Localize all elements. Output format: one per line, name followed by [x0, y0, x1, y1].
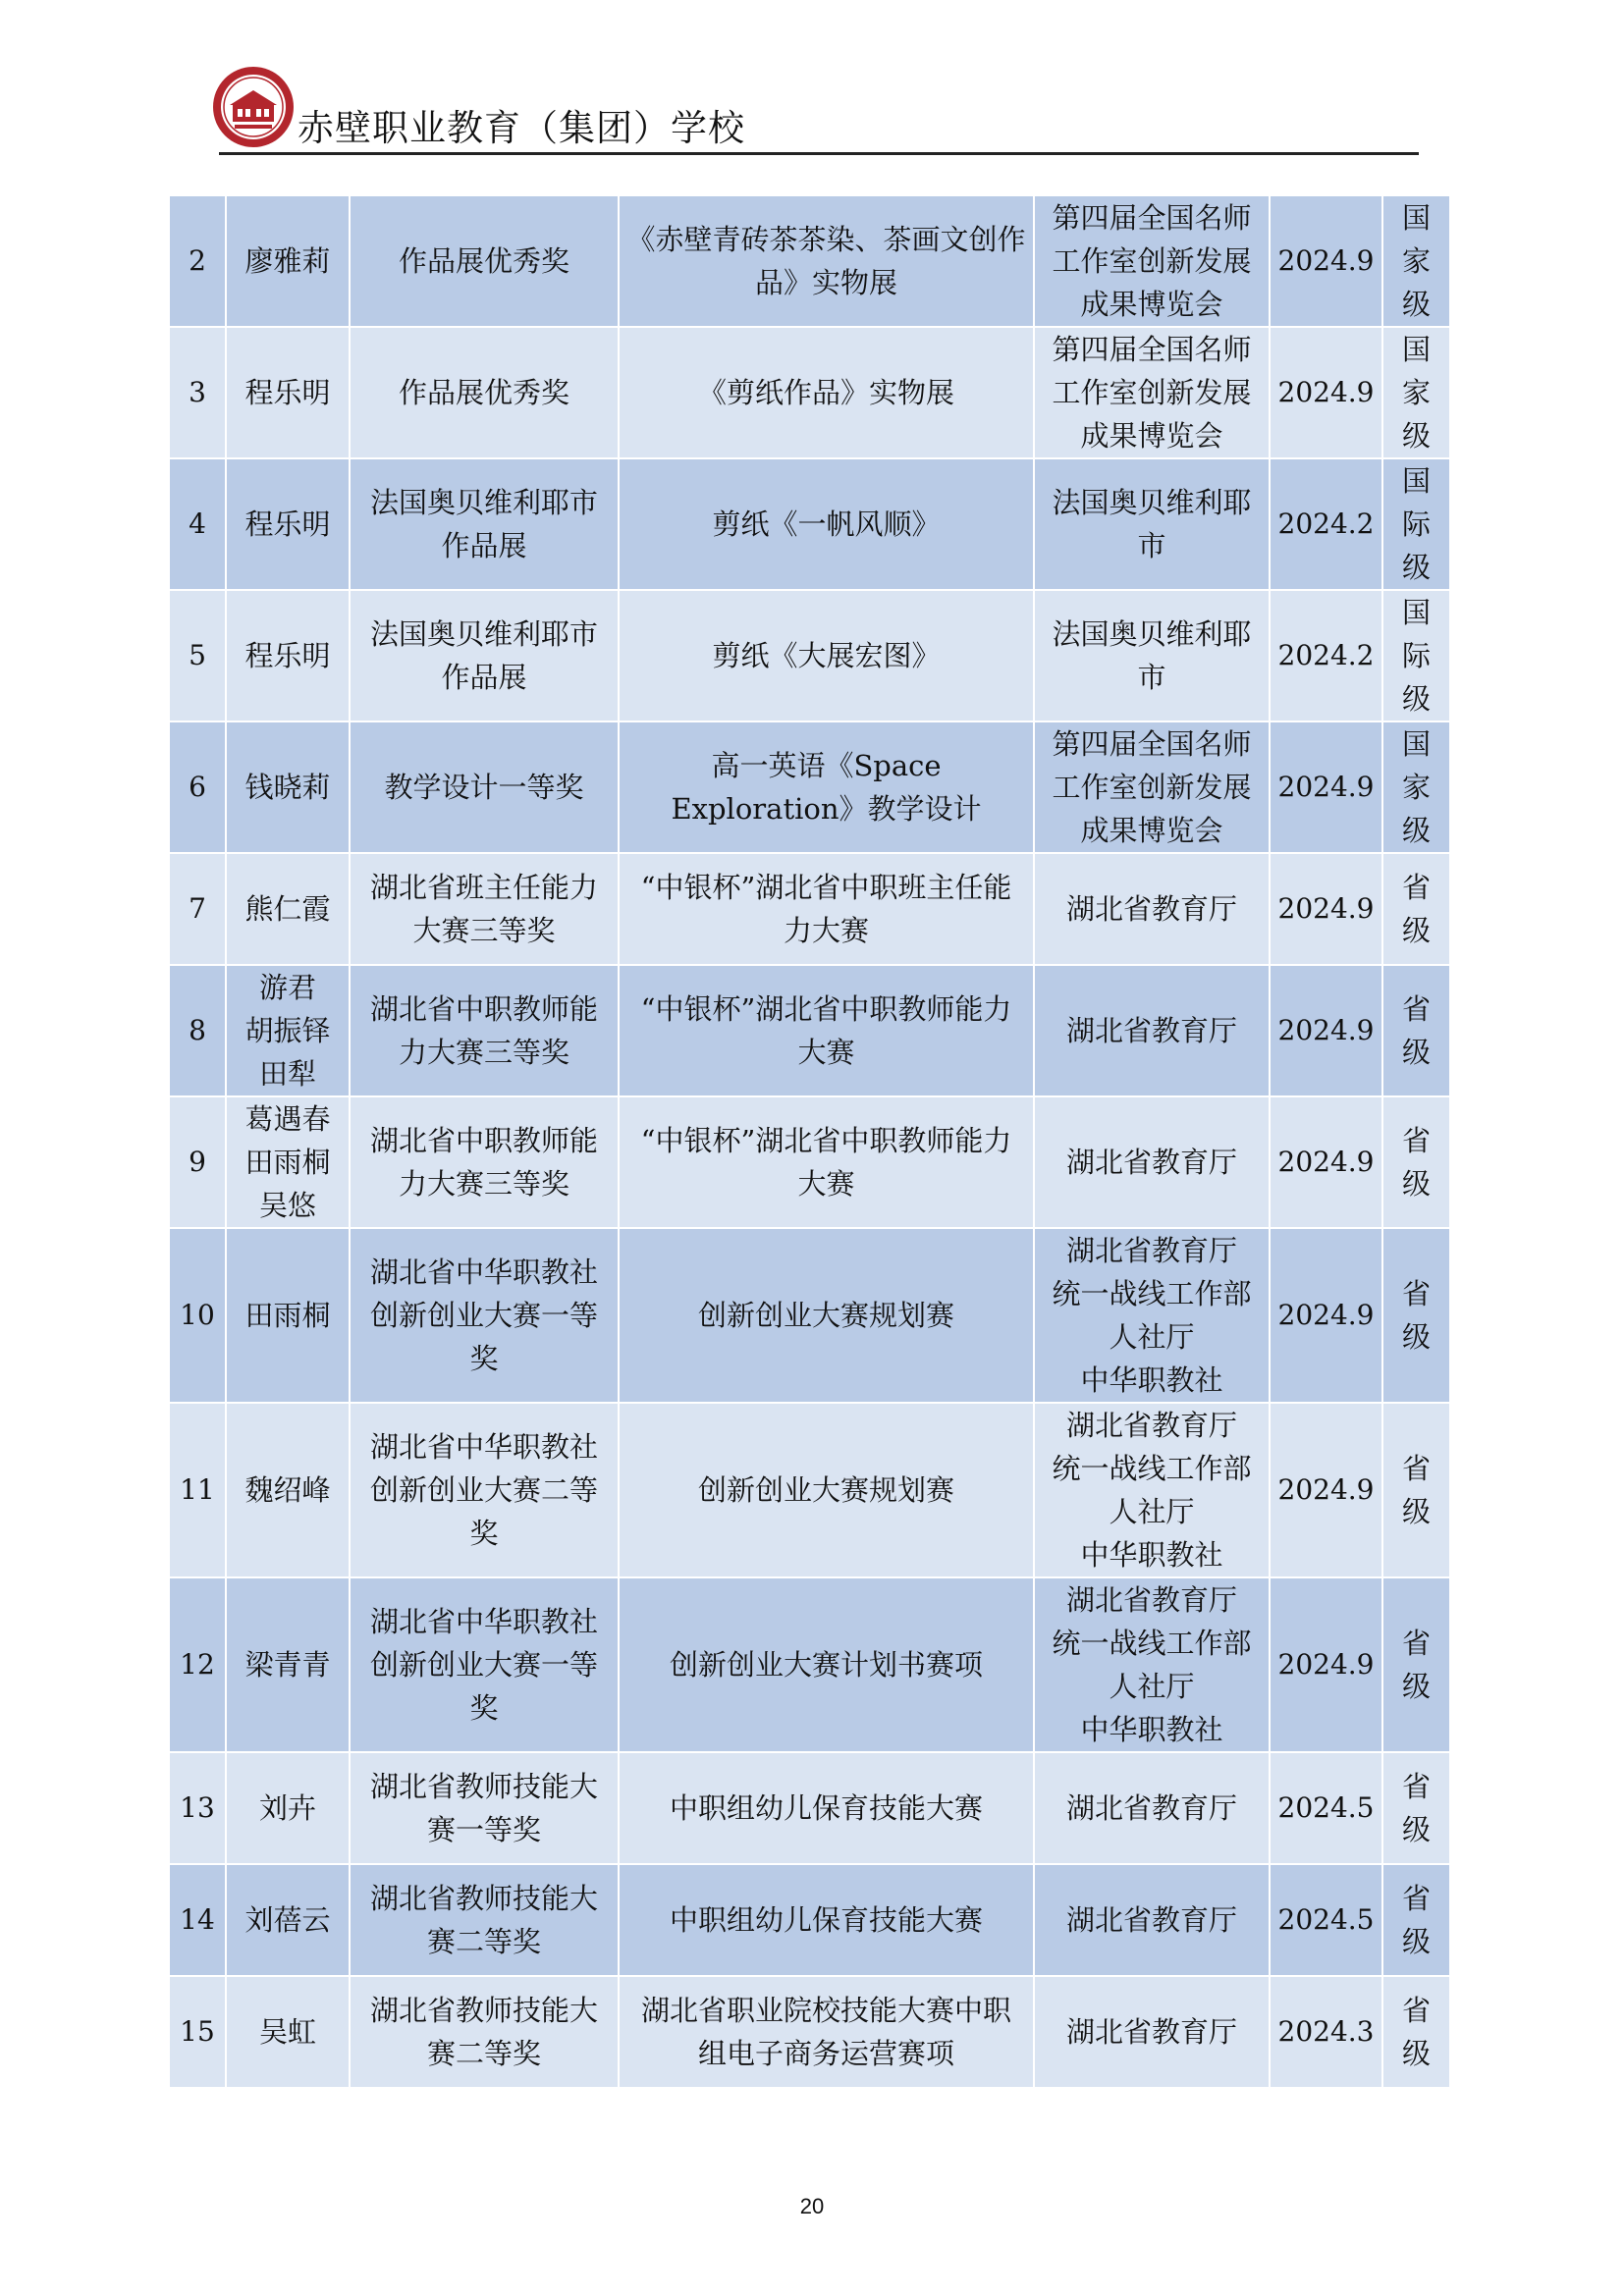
row-number-cell: 8 [169, 965, 226, 1096]
page-header [211, 61, 1419, 155]
award-name-cell: 作品展优秀奖 [350, 195, 619, 327]
awards-table-body [169, 195, 1450, 2088]
winner-name-cell: 魏绍峰 [226, 1403, 350, 1577]
table-row [169, 1864, 1450, 1976]
organizer-cell: 湖北省教育厅 [1034, 1096, 1270, 1228]
organizer-cell: 湖北省教育厅 [1034, 1752, 1270, 1864]
award-level-cell: 国家 级 [1382, 195, 1450, 327]
award-name-cell: 湖北省教师技能大 赛一等奖 [350, 1752, 619, 1864]
row-number-cell: 6 [169, 721, 226, 853]
award-name-cell: 教学设计一等奖 [350, 721, 619, 853]
winner-name-cell: 程乐明 [226, 590, 350, 721]
project-name-cell: 湖北省职业院校技能大赛中职 组电子商务运营赛项 [619, 1976, 1034, 2088]
table-row [169, 1403, 1450, 1577]
award-name-cell: 湖北省中职教师能 力大赛三等奖 [350, 1096, 619, 1228]
row-number-cell: 4 [169, 458, 226, 590]
page-number: 20 [799, 2194, 825, 2218]
project-name-cell: “中银杯”湖北省中职班主任能 力大赛 [619, 853, 1034, 965]
row-number-cell: 15 [169, 1976, 226, 2088]
award-date-cell: 2024.2 [1270, 590, 1382, 721]
table-row [169, 1752, 1450, 1864]
school-name: 赤壁职业教育（集团）学校 [298, 107, 745, 149]
table-row [169, 721, 1450, 853]
award-level-cell: 国际 级 [1382, 458, 1450, 590]
row-number-cell: 10 [169, 1228, 226, 1403]
award-date-cell: 2024.3 [1270, 1976, 1382, 2088]
winner-name-cell: 钱晓莉 [226, 721, 350, 853]
award-date-cell: 2024.9 [1270, 853, 1382, 965]
organizer-cell: 湖北省教育厅 统一战线工作部 人社厅 中华职教社 [1034, 1577, 1270, 1752]
organizer-cell: 湖北省教育厅 [1034, 1976, 1270, 2088]
row-number-cell: 13 [169, 1752, 226, 1864]
table-row [169, 458, 1450, 590]
table-row [169, 1096, 1450, 1228]
award-level-cell: 国家 级 [1382, 721, 1450, 853]
winner-name-cell: 程乐明 [226, 458, 350, 590]
award-level-cell: 省级 [1382, 1228, 1450, 1403]
award-name-cell: 作品展优秀奖 [350, 327, 619, 458]
project-name-cell: 创新创业大赛规划赛 [619, 1403, 1034, 1577]
winner-name-cell: 熊仁霞 [226, 853, 350, 965]
project-name-cell: 剪纸《大展宏图》 [619, 590, 1034, 721]
award-level-cell: 省级 [1382, 1752, 1450, 1864]
project-name-cell: “中银杯”湖北省中职教师能力 大赛 [619, 1096, 1034, 1228]
award-name-cell: 湖北省班主任能力 大赛三等奖 [350, 853, 619, 965]
award-date-cell: 2024.9 [1270, 1228, 1382, 1403]
row-number-cell: 7 [169, 853, 226, 965]
award-name-cell: 法国奥贝维利耶市 作品展 [350, 458, 619, 590]
organizer-cell: 法国奥贝维利耶 市 [1034, 458, 1270, 590]
project-name-cell: 《剪纸作品》实物展 [619, 327, 1034, 458]
award-level-cell: 国际 级 [1382, 590, 1450, 721]
award-name-cell: 法国奥贝维利耶市 作品展 [350, 590, 619, 721]
organizer-cell: 第四届全国名师 工作室创新发展 成果博览会 [1034, 327, 1270, 458]
organizer-cell: 第四届全国名师 工作室创新发展 成果博览会 [1034, 195, 1270, 327]
organizer-cell: 湖北省教育厅 统一战线工作部 人社厅 中华职教社 [1034, 1403, 1270, 1577]
organizer-cell: 湖北省教育厅 [1034, 1864, 1270, 1976]
row-number-cell: 14 [169, 1864, 226, 1976]
row-number-cell: 2 [169, 195, 226, 327]
project-name-cell: 剪纸《一帆风顺》 [619, 458, 1034, 590]
award-name-cell: 湖北省中职教师能 力大赛三等奖 [350, 965, 619, 1096]
award-level-cell: 省级 [1382, 1976, 1450, 2088]
award-name-cell: 湖北省中华职教社 创新创业大赛一等 奖 [350, 1228, 619, 1403]
award-level-cell: 省级 [1382, 1577, 1450, 1752]
winner-name-cell: 田雨桐 [226, 1228, 350, 1403]
organizer-cell: 湖北省教育厅 [1034, 965, 1270, 1096]
project-name-cell: 中职组幼儿保育技能大赛 [619, 1864, 1034, 1976]
winner-name-cell: 程乐明 [226, 327, 350, 458]
awards-table [168, 194, 1451, 2089]
award-level-cell: 省级 [1382, 1096, 1450, 1228]
row-number-cell: 12 [169, 1577, 226, 1752]
project-name-cell: 创新创业大赛规划赛 [619, 1228, 1034, 1403]
project-name-cell: 中职组幼儿保育技能大赛 [619, 1752, 1034, 1864]
table-row [169, 327, 1450, 458]
award-date-cell: 2024.5 [1270, 1864, 1382, 1976]
table-row [169, 1228, 1450, 1403]
row-number-cell: 9 [169, 1096, 226, 1228]
organizer-cell: 湖北省教育厅 统一战线工作部 人社厅 中华职教社 [1034, 1228, 1270, 1403]
award-name-cell: 湖北省教师技能大 赛二等奖 [350, 1976, 619, 2088]
table-row [169, 590, 1450, 721]
organizer-cell: 湖北省教育厅 [1034, 853, 1270, 965]
award-name-cell: 湖北省教师技能大 赛二等奖 [350, 1864, 619, 1976]
award-level-cell: 国家 级 [1382, 327, 1450, 458]
award-date-cell: 2024.9 [1270, 1096, 1382, 1228]
award-date-cell: 2024.2 [1270, 458, 1382, 590]
award-name-cell: 湖北省中华职教社 创新创业大赛一等 奖 [350, 1577, 619, 1752]
award-level-cell: 省级 [1382, 1864, 1450, 1976]
winner-name-cell: 游君 胡振铎 田犁 [226, 965, 350, 1096]
award-name-cell: 湖北省中华职教社 创新创业大赛二等 奖 [350, 1403, 619, 1577]
table-row [169, 1577, 1450, 1752]
award-date-cell: 2024.5 [1270, 1752, 1382, 1864]
header-divider [219, 152, 1419, 155]
award-date-cell: 2024.9 [1270, 1577, 1382, 1752]
organizer-cell: 法国奥贝维利耶 市 [1034, 590, 1270, 721]
award-date-cell: 2024.9 [1270, 195, 1382, 327]
winner-name-cell: 刘蓓云 [226, 1864, 350, 1976]
winner-name-cell: 廖雅莉 [226, 195, 350, 327]
table-row [169, 1976, 1450, 2088]
project-name-cell: “中银杯”湖北省中职教师能力 大赛 [619, 965, 1034, 1096]
project-name-cell: 高一英语《Space Exploration》教学设计 [619, 721, 1034, 853]
school-seal-icon [211, 65, 296, 149]
award-level-cell: 省级 [1382, 965, 1450, 1096]
row-number-cell: 11 [169, 1403, 226, 1577]
organizer-cell: 第四届全国名师 工作室创新发展 成果博览会 [1034, 721, 1270, 853]
winner-name-cell: 梁青青 [226, 1577, 350, 1752]
row-number-cell: 3 [169, 327, 226, 458]
award-level-cell: 省级 [1382, 1403, 1450, 1577]
table-row [169, 195, 1450, 327]
award-date-cell: 2024.9 [1270, 721, 1382, 853]
table-row [169, 853, 1450, 965]
winner-name-cell: 吴虹 [226, 1976, 350, 2088]
project-name-cell: 创新创业大赛计划书赛项 [619, 1577, 1034, 1752]
award-date-cell: 2024.9 [1270, 327, 1382, 458]
award-date-cell: 2024.9 [1270, 1403, 1382, 1577]
project-name-cell: 《赤壁青砖茶茶染、茶画文创作品》实物展 [619, 195, 1034, 327]
winner-name-cell: 葛遇春 田雨桐 吴悠 [226, 1096, 350, 1228]
table-row [169, 965, 1450, 1096]
award-date-cell: 2024.9 [1270, 965, 1382, 1096]
award-level-cell: 省级 [1382, 853, 1450, 965]
row-number-cell: 5 [169, 590, 226, 721]
winner-name-cell: 刘卉 [226, 1752, 350, 1864]
